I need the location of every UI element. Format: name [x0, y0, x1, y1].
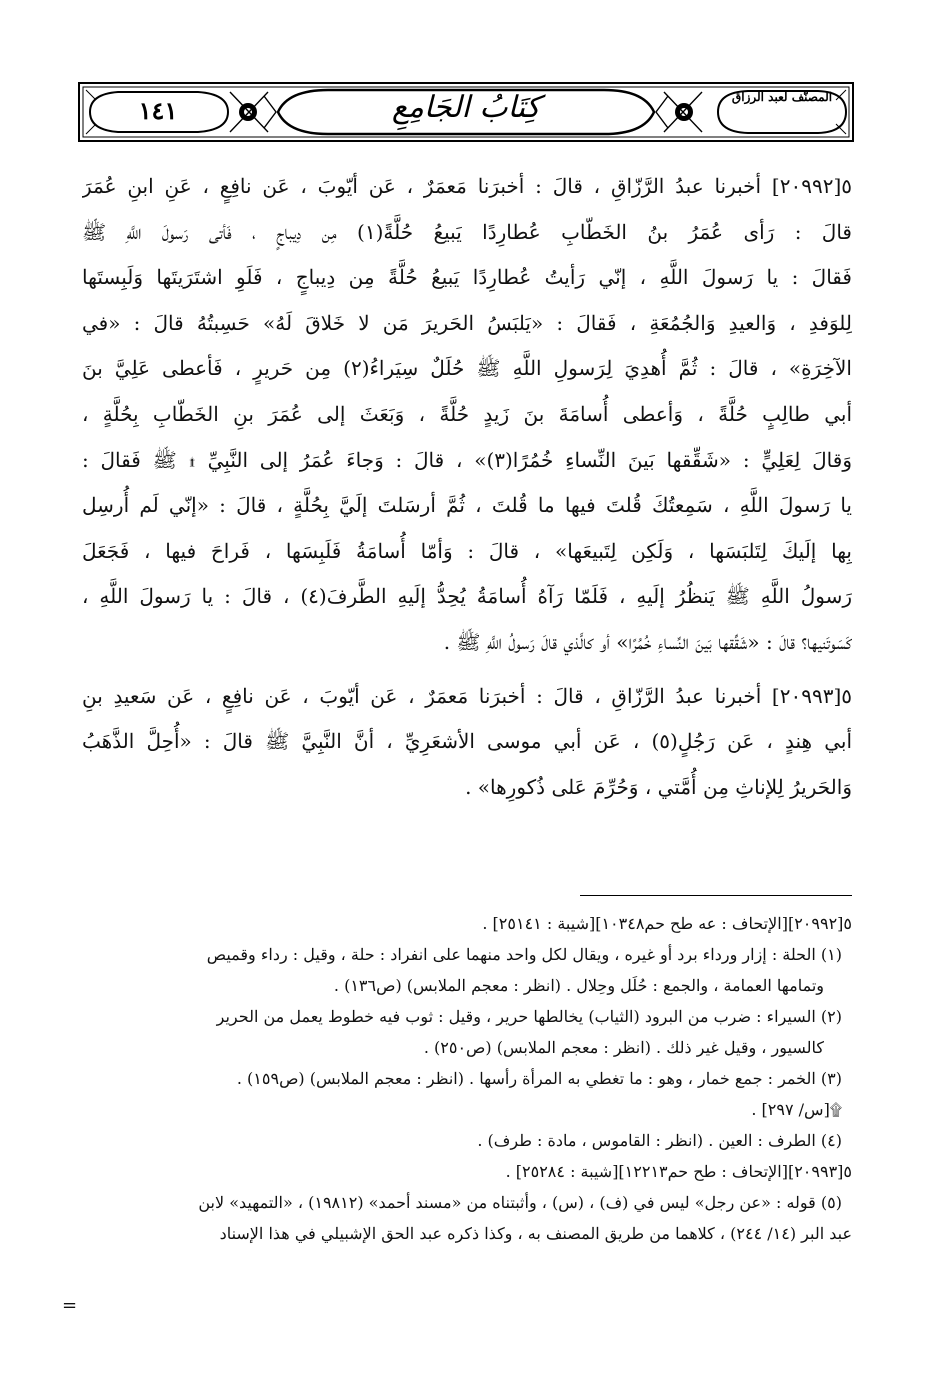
footnote-line: ٥[٢٠٩٩٢][الإتحاف : عه طح حم١٠٣٤٨][شيبة : ٢٥١٤١] .	[482, 914, 852, 933]
text-line: فَقالَ : يا رَسولَ اللَّهِ ، إنّي رَأيتُ عُطارِدًا يَبيعُ حُلَّةً مِن دِيباجٍ ، فَلَوِ اشتَرَيتَها وَلَبِستَها	[82, 265, 852, 290]
footnote-line: (٤) الطرف : العين . (انظر : القاموس ، مادة : طرف) .	[477, 1131, 842, 1150]
footnote-line: (٥) قوله : «عن رجل» ليس في (ف) ، (س) ، وأثبتناه من «مسند أحمد» (١٩٨١٢) ، «التمهيد» لابن	[198, 1193, 842, 1212]
hadith-20992	[82, 164, 852, 666]
text-line: لِلوَفدِ ، وَالعيدِ وَالجُمُعَةِ ، فَقالَ : «يَلبَسُ الحَريرَ مَن لا خَلاقَ لَهُ» حَسِبتُهُ قالَ : «في	[82, 310, 852, 335]
page-header	[78, 82, 854, 142]
hadith-20993	[82, 674, 852, 811]
text-line: يا رَسولَ اللَّهِ ، سَمِعتُكَ قُلتَ فيها ما قُلتَ ، ثُمَّ أرسَلتَ إلَيَّ بِحُلَّةٍ ، قالَ : «إنّي لَم أُرسِل	[82, 493, 852, 518]
text-line: بِها إلَيكَ لِتَلبَسَها ، وَلَكِن لِتَبيعَها» ، قالَ : وَأمّا أُسامَةُ فَلَبِسَها ، فَراحَ فيها ، فَجَعَلَ	[82, 538, 852, 563]
text-line: ٥[٢٠٩٩٣] أخبرنا عبدُ الرَّزّاقِ ، قالَ : أخبرَنا مَعمَرٌ ، عَن أيّوبَ ، عَن نافِعٍ ، عَن سَعيدِ بنِ	[82, 683, 852, 708]
text-line: قالَ : رَأى عُمَرُ بنُ الخَطّابِ عُطارِدًا يَبيعُ حُلَّةً(١) مِن دِيباجٍ ، فَأتى رَسولَ اللَّهِ ﷺ	[82, 219, 852, 244]
footnote-line: ۩[س/ ٢٩٧] .	[751, 1100, 842, 1119]
main-text	[82, 164, 852, 818]
footnote-divider	[580, 895, 852, 896]
book-title: كِتَابُ الجَامِعِ	[391, 90, 541, 125]
footnote-line: (٢) السيراء : ضرب من البرود (الثياب) يخالطها حرير ، وقيل : ثوب فيه خطوط يعمل من الحرير	[216, 1007, 842, 1026]
text-line: أبي هِندٍ ، عَن رَجُلٍ(٥) ، عَن أبي موسى الأشعَرِيِّ ، أنَّ النَّبِيَّ ﷺ قالَ : «أُحِلَّ الذَّهَبُ	[82, 729, 852, 754]
text-line: ٥[٢٠٩٩٢] أخبرنا عبدُ الرَّزّاقِ ، قالَ : أخبرَنا مَعمَرٌ ، عَن أيّوبَ ، عَن نافِعٍ ، عَنِ ابنِ عُمَرَ	[82, 174, 852, 198]
text-line: أبي طالِبٍ حُلَّةً ، وَأعطى أُسامَةَ بنَ زَيدٍ حُلَّةً ، وَبَعَثَ إلى عُمَرَ بنِ الخَطّابِ بِحُلَّةٍ ،	[82, 401, 852, 426]
continuation-mark: =	[62, 1295, 78, 1316]
text-line: وَالحَريرُ لِلإناثِ مِن أُمَّتي ، وَحُرِّمَ عَلى ذُكورِها» .	[465, 774, 852, 799]
footnotes	[70, 908, 852, 1249]
footnote-line: وتمامها العمامة ، والجمع : حُلَل وحِلال . (انظر : معجم الملابس) (ص١٣٦) .	[333, 976, 824, 995]
page-number: ١٤١	[138, 96, 178, 125]
text-line: كَسَوتَنيها؟ قالَ : «شَقِّقها بَينَ النِّساءِ خُمُرًا» أو كالَّذي قالَ رَسولُ اللَّهِ ﷺ .	[443, 629, 852, 654]
text-line: رَسولُ اللَّهِ ﷺ يَنظُرُ إلَيهِ ، فَلَمّا رَآهُ أُسامَةُ يُحِدُّ إلَيهِ الطَّرفَ(٤) ، قالَ : يا رَسولَ اللَّهِ ،	[82, 584, 852, 609]
text-line: وَقالَ لِعَلِيٍّ : «شَقِّقها بَينَ النِّساءِ خُمُرًا(٣)» ، قالَ : وَجاءَ عُمَرُ إلى النَّبِيِّ ۩ ﷺ فَقالَ :	[82, 447, 852, 472]
footnote-line: كالسيور ، وقيل غير ذلك . (انظر : معجم الملابس) (ص٢٥٠) .	[423, 1038, 824, 1057]
text-line: الآخِرَةِ» ، قالَ : ثُمَّ أُهدِيَ لِرَسولِ اللَّهِ ﷺ حُلَلٌ سِيَراءُ(٢) مِن حَريرٍ ، فَأعطى عَلِيَّ بنَ	[82, 356, 852, 381]
footnote-line: (٣) الخمر : جمع خمار ، وهو : ما تغطي به المرأة رأسها . (انظر : معجم الملابس) (ص١٥٩) .	[236, 1069, 842, 1088]
author-seal: المصنّف لعبد الرزاق	[731, 90, 833, 104]
footnote-line: (١) الحلة : إزار ورداء برد أو غيره ، ويقال لكل واحد منهما على انفراد : حلة ، وقيل : رداء وقميص	[206, 945, 842, 964]
footnote-line: ٥[٢٠٩٩٣][الإتحاف : طح حم١٢٢١٣][شيبة : ٢٥٢٨٤] .	[505, 1162, 852, 1181]
footnote-line: عبد البر (١٤/ ٢٤٤) ، كلاهما من طريق المصنف به ، وكذا ذكره عبد الحق الإشبيلي في هذا الإسناد	[219, 1224, 852, 1243]
